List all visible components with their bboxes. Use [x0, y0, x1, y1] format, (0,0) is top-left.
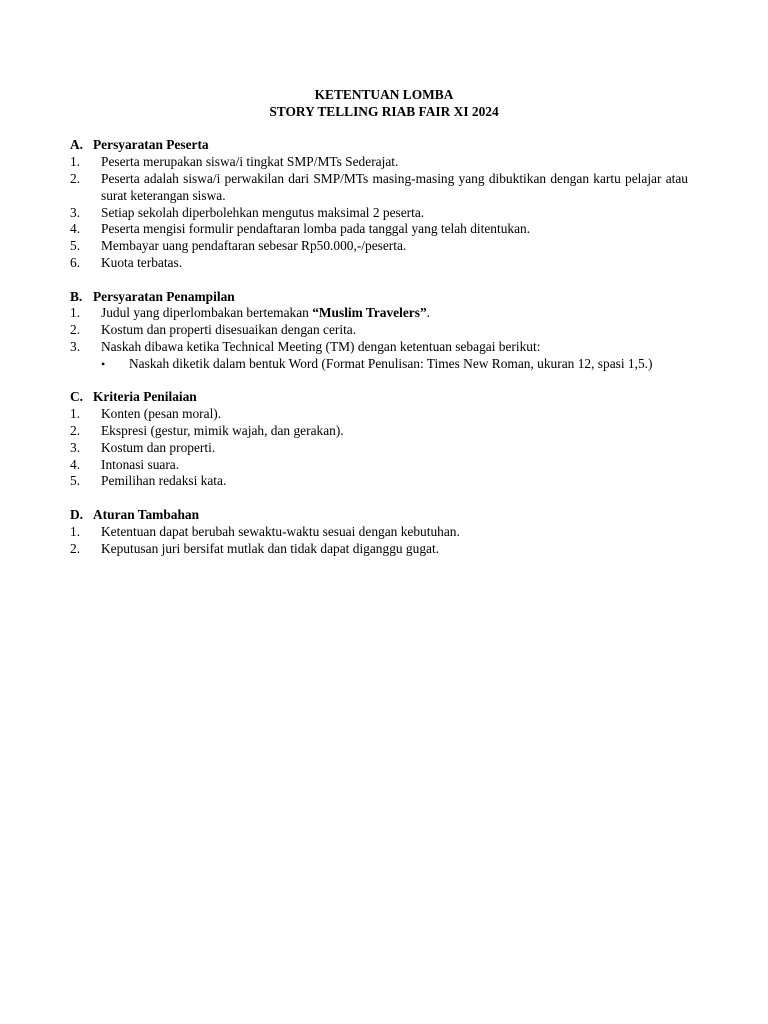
- section-heading: [70, 137, 698, 154]
- item-number: 5.: [70, 238, 81, 254]
- section-letter: A.: [70, 137, 84, 153]
- section-letter: C.: [70, 389, 84, 405]
- section-heading: [70, 389, 698, 406]
- document-title-line1: KETENTUAN LOMBA: [314, 87, 454, 102]
- item-number: 1.: [70, 406, 81, 422]
- item-text: Peserta merupakan siswa/i tingkat SMP/MTs Sederajat.: [101, 154, 399, 170]
- section-a: [70, 137, 698, 271]
- list-item: [70, 524, 698, 541]
- item-number: 4.: [70, 221, 81, 237]
- list-item: [70, 255, 698, 272]
- list-item: [70, 440, 698, 457]
- item-number: 4.: [70, 456, 81, 472]
- list-item: [70, 541, 698, 558]
- section-heading: [70, 507, 698, 524]
- item-text: Setiap sekolah diperbolehkan mengutus maksimal 2 peserta.: [101, 204, 425, 220]
- section-title: Persyaratan Peserta: [93, 137, 209, 153]
- item-text-before: Judul yang diperlombakan bertemakan: [101, 305, 313, 321]
- list-item: [70, 305, 698, 322]
- item-text: Membayar uang pendaftaran sebesar Rp50.000,-/peserta.: [101, 238, 407, 254]
- item-text: Intonasi suara.: [101, 456, 180, 472]
- section-title: Aturan Tambahan: [93, 506, 200, 522]
- section-c: [70, 389, 698, 490]
- list-item: [70, 473, 698, 490]
- bullet-item: [101, 356, 698, 373]
- item-text: Peserta adalah siswa/i perwakilan dari SMP/MTs masing-masing yang dibuktikan dengan kartu pelajar atau surat keterangan siswa.: [101, 170, 688, 203]
- list-item: [70, 322, 698, 339]
- item-number: 3.: [70, 439, 81, 455]
- item-number: 5.: [70, 473, 81, 489]
- item-text: Peserta mengisi formulir pendaftaran lomba pada tanggal yang telah ditentukan.: [101, 221, 531, 237]
- list-item: [70, 238, 698, 255]
- item-text: Kuota terbatas.: [101, 254, 183, 270]
- item-number: 1.: [70, 154, 81, 170]
- item-text: Kostum dan properti.: [101, 439, 216, 455]
- item-number: 2.: [70, 540, 81, 556]
- item-number: 2.: [70, 170, 81, 186]
- item-number: 2.: [70, 422, 81, 438]
- document-title-line2: STORY TELLING RIAB FAIR XI 2024: [269, 103, 499, 119]
- list-item: [70, 339, 698, 356]
- list-item: [70, 221, 698, 238]
- section-letter: B.: [70, 288, 83, 304]
- item-text: Ketentuan dapat berubah sewaktu-waktu sesuai dengan kebutuhan.: [101, 523, 460, 539]
- section-title: Kriteria Penilaian: [93, 389, 197, 405]
- item-number: 1.: [70, 523, 81, 539]
- bullet-text: Naskah diketik dalam bentuk Word (Format Penulisan: Times New Roman, ukuran 12, spasi 1,5.): [129, 355, 653, 371]
- item-number: 6.: [70, 254, 81, 270]
- list-item: [70, 406, 698, 423]
- section-b: [70, 289, 698, 373]
- theme-title: “Muslim Travelers”: [312, 305, 427, 321]
- item-text: Keputusan juri bersifat mutlak dan tidak dapat diganggu gugat.: [101, 540, 440, 556]
- section-d: [70, 507, 698, 557]
- list-item: [70, 205, 698, 222]
- item-text-after: .: [426, 305, 430, 321]
- item-number: 3.: [70, 204, 81, 220]
- item-text: Konten (pesan moral).: [101, 406, 222, 422]
- bullet-icon: •: [101, 356, 106, 371]
- item-text: Pemilihan redaksi kata.: [101, 473, 227, 489]
- section-letter: D.: [70, 506, 84, 522]
- list-item: [70, 171, 698, 205]
- item-number: 2.: [70, 322, 81, 338]
- item-text: Ekspresi (gestur, mimik wajah, dan gerakan).: [101, 422, 344, 438]
- document-body: [70, 87, 698, 557]
- list-item: [70, 154, 698, 171]
- item-text: [101, 305, 698, 322]
- section-heading: [70, 289, 698, 306]
- item-number: 3.: [70, 338, 81, 354]
- item-text: Naskah dibawa ketika Technical Meeting (TM) dengan ketentuan sebagai berikut:: [101, 338, 541, 354]
- section-title: Persyaratan Penampilan: [93, 288, 235, 304]
- item-text: Kostum dan properti disesuaikan dengan cerita.: [101, 322, 357, 338]
- item-number: 1.: [70, 305, 81, 321]
- list-item: [70, 423, 698, 440]
- list-item: [70, 457, 698, 474]
